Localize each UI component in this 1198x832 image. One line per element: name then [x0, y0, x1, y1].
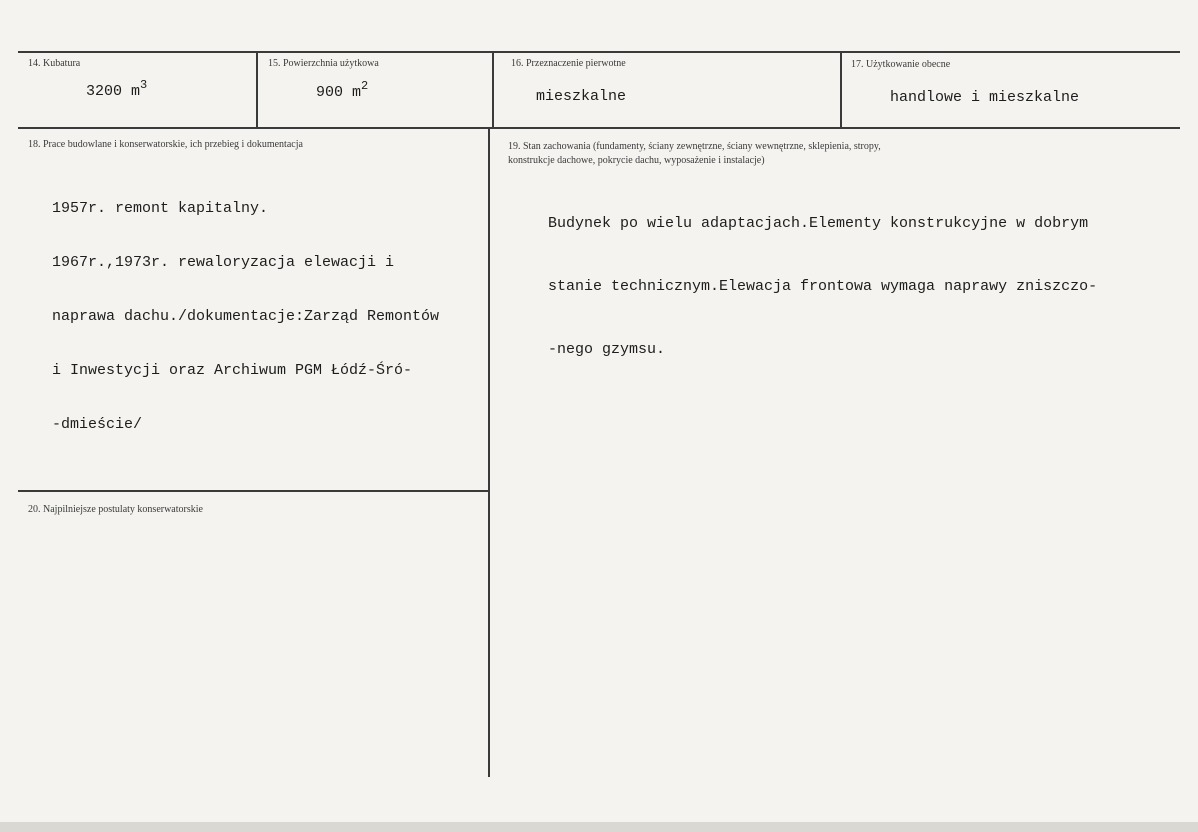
field-15-label: 15. Powierzchnia użytkowa	[268, 58, 379, 69]
field-20-label: 20. Najpilniejsze postulaty konserwatorskie	[28, 504, 203, 515]
field-16-value: mieszkalne	[536, 88, 627, 105]
field-18-line-1: 1957r. remont kapitalny.	[52, 200, 269, 217]
area-unit-exponent: 2	[361, 79, 369, 93]
field-18-line-5: -dmieście/	[52, 416, 143, 433]
field-18-line-3: naprawa dachu./dokumentacje:Zarząd Remontów	[52, 308, 440, 325]
main-divider	[488, 127, 490, 777]
col-divider-3	[840, 51, 842, 128]
field-19-label-line-1: 19. Stan zachowania (fundamenty, ściany zewnętrzne, ściany wewnętrzne, sklepienia, stropy,	[508, 141, 881, 152]
field-18-line-4: i Inwestycji oraz Archiwum PGM Łódź-Śró-	[52, 362, 413, 379]
col-divider-2	[492, 51, 494, 128]
col-divider-1	[256, 51, 258, 128]
field-19-line-3: -nego gzymsu.	[548, 341, 666, 358]
row1-rule	[18, 127, 1180, 129]
field-19-line-1: Budynek po wielu adaptacjach.Elementy konstrukcyjne w dobrym	[548, 215, 1089, 232]
field-17-label: 17. Użytkowanie obecne	[851, 59, 951, 70]
field-18-line-2: 1967r.,1973r. rewaloryzacja elewacji i	[52, 254, 395, 271]
field-17-value: handlowe i mieszkalne	[890, 89, 1080, 106]
field-16-label: 16. Przeznaczenie pierwotne	[511, 58, 626, 69]
volume-unit-exponent: 3	[140, 78, 148, 92]
field-14-label: 14. Kubatura	[28, 58, 81, 69]
area-number: 900 m	[316, 84, 362, 101]
card-edge	[0, 822, 1198, 832]
row2-rule	[18, 490, 488, 492]
field-18-label: 18. Prace budowlane i konserwatorskie, ich przebieg i dokumentacja	[28, 139, 303, 150]
field-15-value	[316, 79, 369, 102]
volume-number: 3200 m	[86, 83, 141, 100]
field-19-label-line-2: konstrukcje dachowe, pokrycie dachu, wyposażenie i instalacje)	[508, 155, 765, 166]
field-19-text	[548, 171, 1097, 402]
top-rule	[18, 51, 1180, 53]
field-18-text	[52, 164, 439, 470]
field-19-line-2: stanie technicznym.Elewacja frontowa wymaga naprawy zniszczo-	[548, 278, 1098, 295]
field-14-value	[86, 78, 148, 101]
